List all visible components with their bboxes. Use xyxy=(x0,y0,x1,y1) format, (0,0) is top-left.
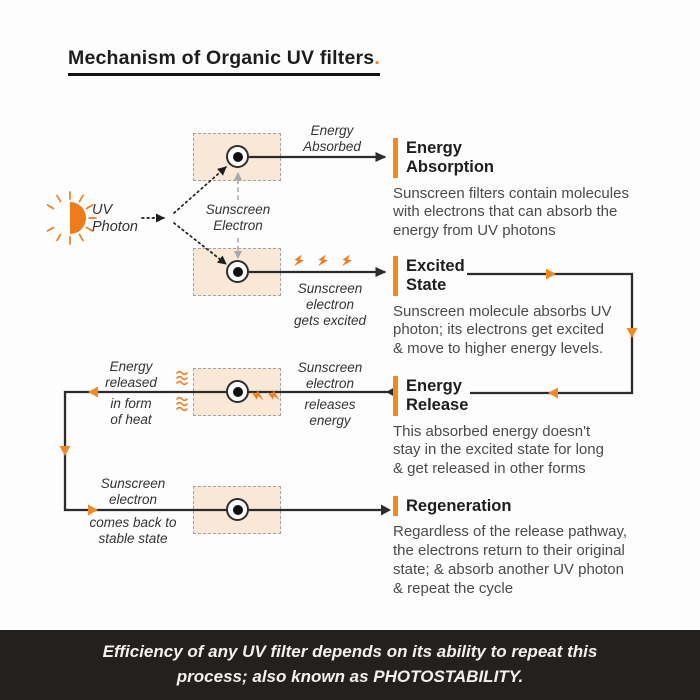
label-sunscreen-electron: Sunscreen Electron xyxy=(205,202,271,233)
title-accent-dot: . xyxy=(374,47,380,69)
stage-excited-state xyxy=(393,256,679,359)
lightning-bolt-icons-excited xyxy=(293,253,353,268)
lightning-bolt-icons-release xyxy=(250,389,281,401)
stage-description: Sunscreen molecule absorbs UV photon; its electrons get excited & move to higher energy levels. xyxy=(393,302,612,358)
stage-regeneration xyxy=(393,496,679,599)
stage-accent-bar xyxy=(393,496,398,516)
label-releases-energy-top: Sunscreen electron xyxy=(297,360,363,391)
title-text: Mechanism of Organic UV filters xyxy=(68,47,375,69)
footer-banner xyxy=(0,630,700,700)
electron-icon xyxy=(226,380,249,403)
electron-icon xyxy=(226,260,249,283)
stage-accent-bar xyxy=(393,376,398,416)
electron-icon xyxy=(226,498,249,521)
uv-photon-sun-icon xyxy=(48,192,97,244)
label-stable-state-bottom: comes back to stable state xyxy=(89,515,177,546)
stage-title: Energy Absorption xyxy=(406,139,494,177)
label-gets-excited: Sunscreen electron gets excited xyxy=(293,281,367,328)
stage-description: Sunscreen filters contain molecules with electrons that can absorb the energy from UV photons xyxy=(393,184,629,240)
stage-title: Excited State xyxy=(406,257,465,295)
stage-title: Regeneration xyxy=(406,497,512,515)
label-energy-absorbed: Energy Absorbed xyxy=(303,123,361,154)
label-stable-state-top: Sunscreen electron xyxy=(100,476,166,507)
footer-line: process; also known as PHOTOSTABILITY. xyxy=(176,667,524,686)
label-in-form-of-heat: in form of heat xyxy=(110,396,152,427)
stage-description: Regardless of the release pathway, the electrons return to their original state; & absorb another UV photon & repeat the cycle xyxy=(393,523,628,597)
stage-description: This absorbed energy doesn't stay in the excited state for long & get released in other forms xyxy=(393,422,604,478)
label-energy-released: Energy released xyxy=(105,359,157,390)
electron-icon xyxy=(226,145,249,168)
label-releases-energy-bottom: releases energy xyxy=(304,397,356,428)
label-uv-photon: UV Photon xyxy=(92,202,138,236)
stage-accent-bar xyxy=(393,138,398,178)
stage-title: Energy Release xyxy=(406,377,469,415)
stage-accent-bar xyxy=(393,256,398,296)
footer-line: Efficiency of any UV filter depends on its ability to repeat this xyxy=(102,642,598,662)
stage-energy-release xyxy=(393,376,679,479)
stage-energy-absorption xyxy=(393,138,679,241)
